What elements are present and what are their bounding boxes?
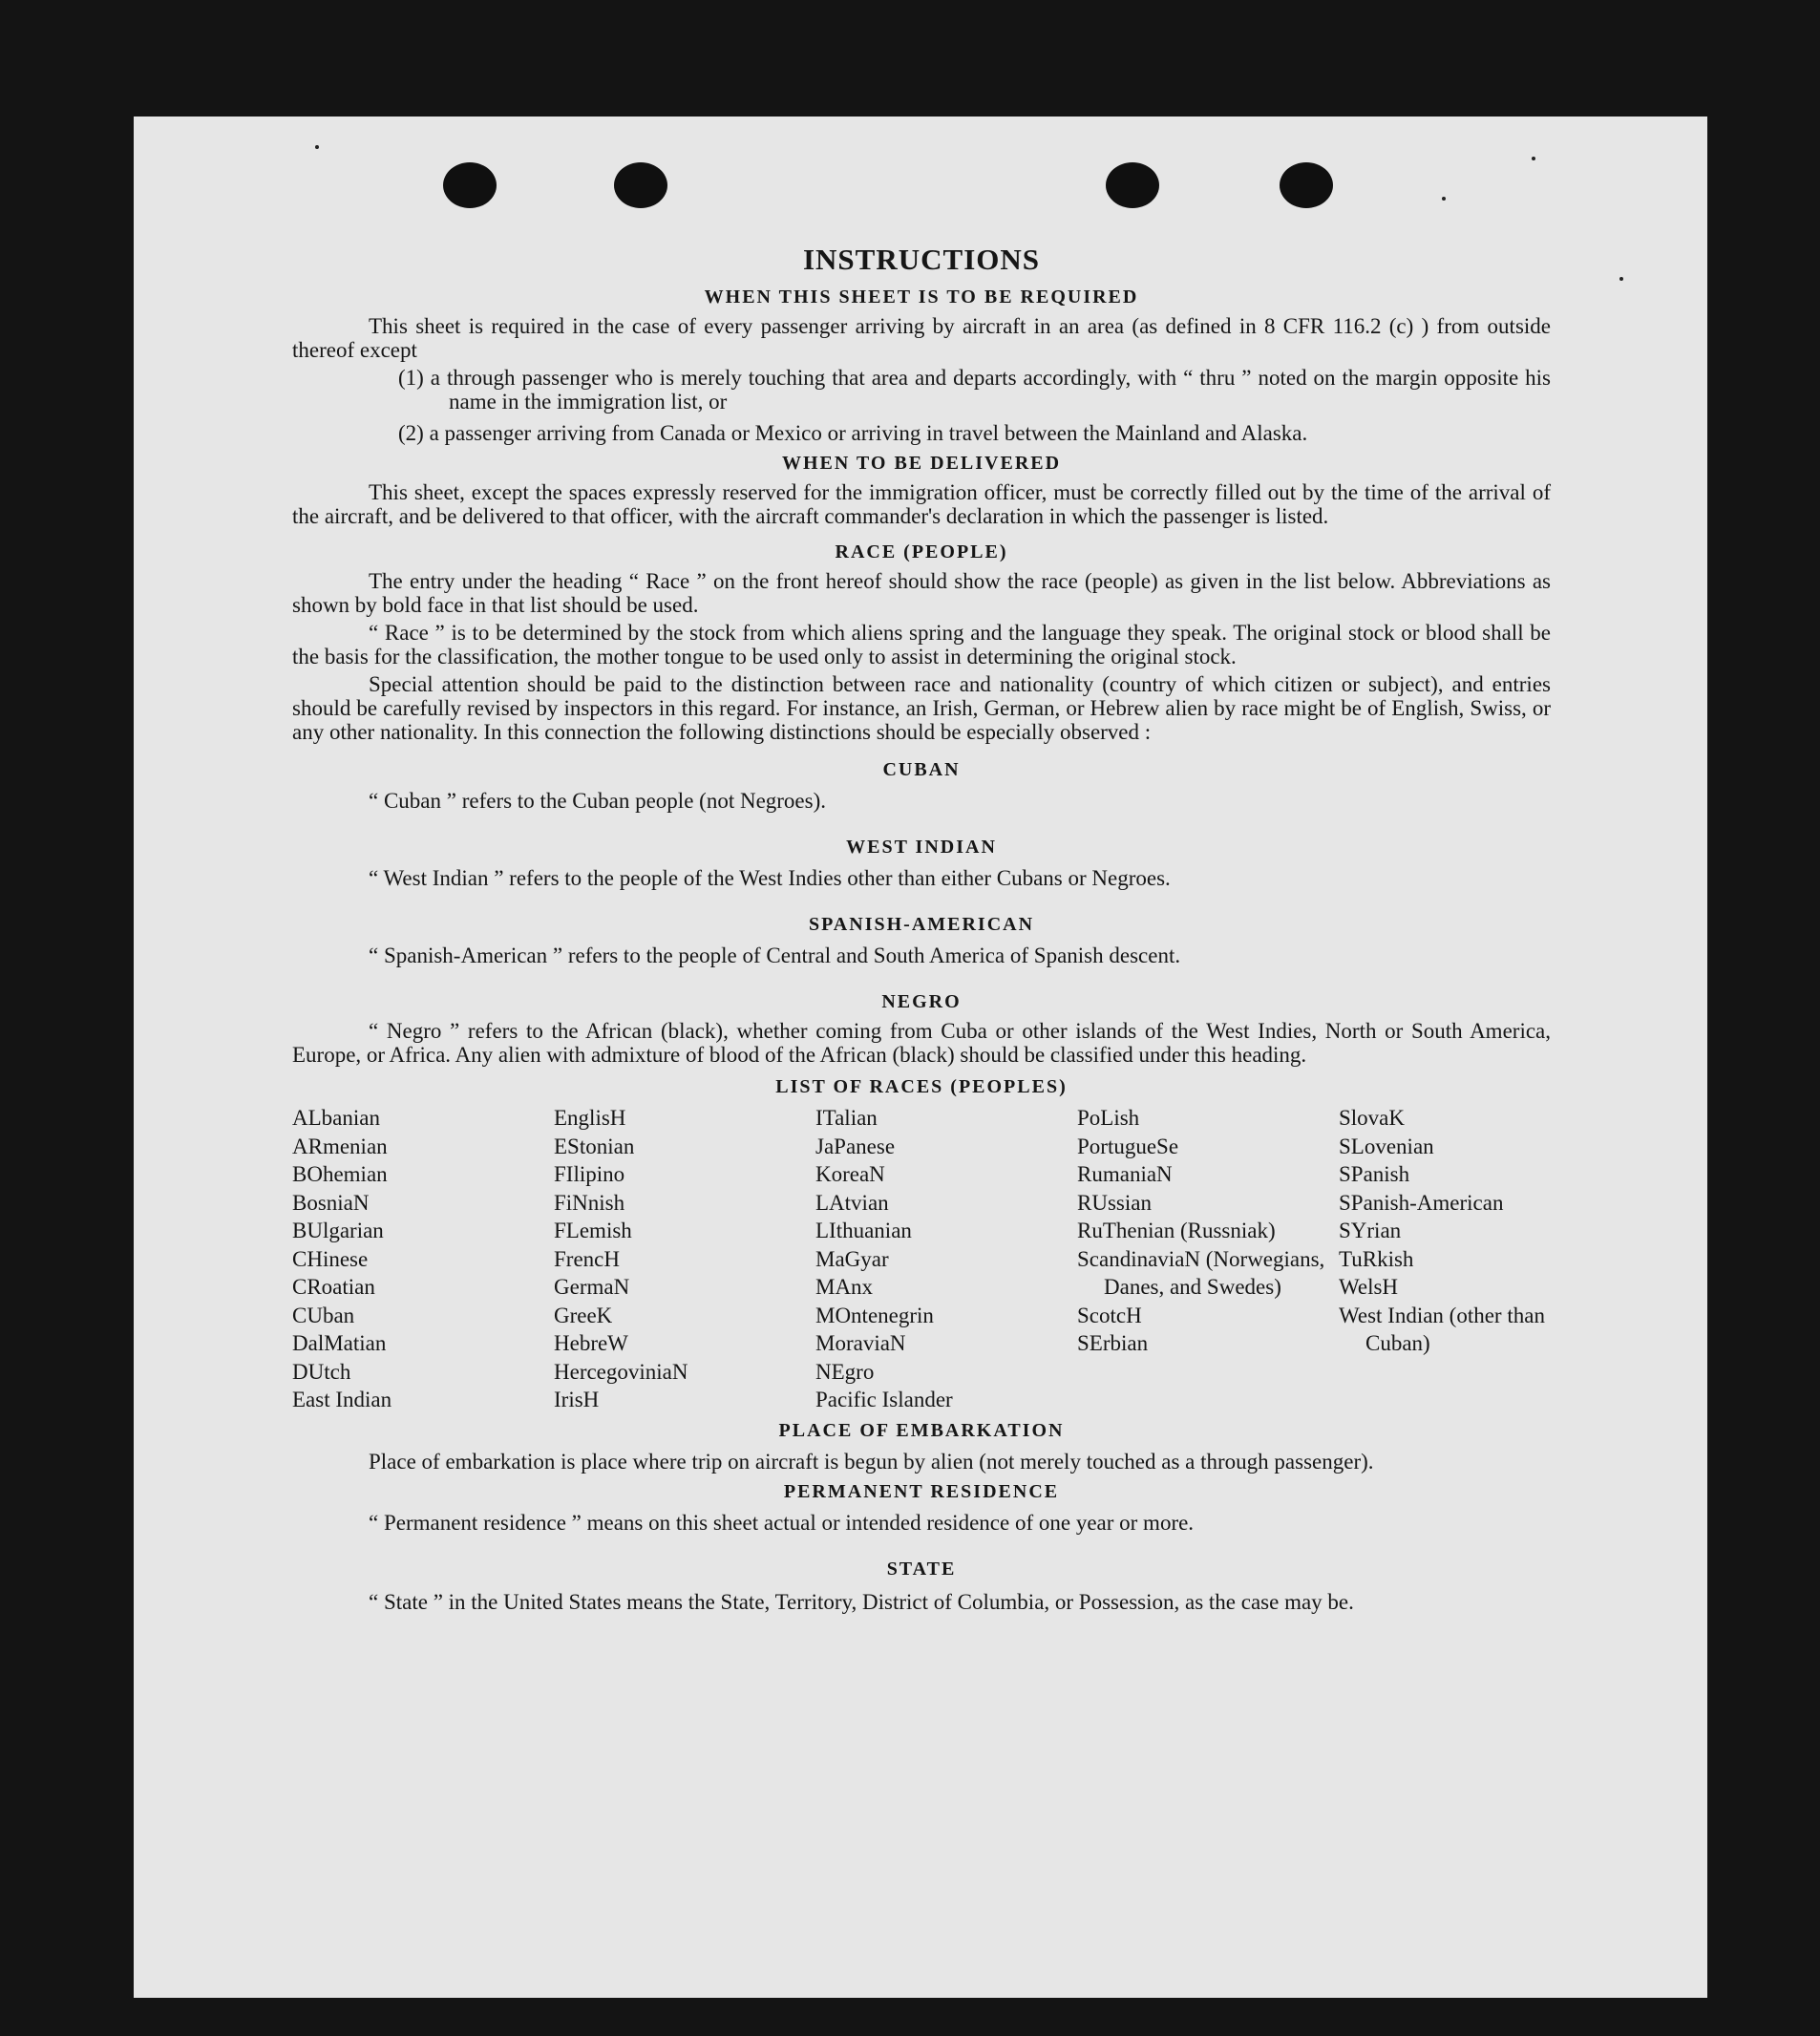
race-entry: SYrian	[1339, 1219, 1402, 1242]
heading-state: STATE	[886, 1558, 957, 1580]
punch-hole	[1106, 162, 1159, 208]
race-entry: BUlgarian	[292, 1219, 384, 1242]
race-entry: HebreW	[554, 1331, 628, 1355]
west-indian-definition: “ West Indian ” refers to the people of the West Indies other than either Cubans or Negroes.	[369, 866, 1171, 890]
race-entry: West Indian (other than Cuban)	[1339, 1303, 1545, 1355]
race-entry: EnglisH	[554, 1106, 626, 1130]
heading-embarkation: PLACE OF EMBARKATION	[778, 1419, 1065, 1441]
race-entry: SErbian	[1077, 1331, 1149, 1355]
race-entry: MOntenegrin	[815, 1303, 934, 1327]
race-entry: TuRkish	[1339, 1246, 1414, 1271]
race-entry: MAnx	[815, 1275, 874, 1299]
race-entry: CRoatian	[292, 1275, 375, 1299]
race-entry: PoLish	[1077, 1106, 1140, 1130]
race-entry: GreeK	[554, 1303, 613, 1327]
state-definition: “ State ” in the United States means the State, Territory, District of Columbia, or Possession, as the case may be.	[369, 1589, 1354, 1614]
race-entry: FLemish	[554, 1219, 632, 1242]
race-paragraph: “ Race ” is to be determined by the stock from which aliens spring and the language they speak. The original stock or blood shall be the basis for the classification, the mother tongue to be used only to assist in determining the original stock.	[292, 621, 1551, 668]
race-entry: ScotcH	[1077, 1303, 1142, 1327]
race-column	[554, 1104, 815, 1414]
delivered-text: This sheet, except the spaces expressly reserved for the immigration officer, must be correctly filled out by the time of the arrival of the aircraft, and be delivered to that officer, with the aircraft commander's declaration in which the passenger is listed.	[292, 480, 1551, 528]
punch-hole	[443, 162, 497, 208]
heading-delivered: WHEN TO BE DELIVERED	[781, 453, 1062, 474]
heading-permanent-residence: PERMANENT RESIDENCE	[783, 1480, 1060, 1502]
race-entry: FIlipino	[554, 1162, 625, 1186]
race-entry: LAtvian	[815, 1190, 889, 1215]
required-item: (1) a through passenger who is merely touching that area and departs accordingly, with “ thru ” noted on the margin opposite his name in the immigration list, or	[398, 366, 1551, 414]
race-entry: RumaniaN	[1077, 1162, 1173, 1186]
race-paragraph: Special attention should be paid to the distinction between race and nationality (country of which citizen or subject), and entries should be carefully revised by inspectors in this regard. For instance, an Irish, German, or Hebrew alien by race might be of English, Swiss, or any other nationality. In this connection the following distinctions should be especially observed :	[292, 672, 1551, 744]
embarkation-definition: Place of embarkation is place where trip on aircraft is begun by alien (not merely touched as a through passenger).	[369, 1449, 1374, 1474]
race-entry: Pacific Islander	[815, 1388, 953, 1411]
race-entry: SLovenian	[1339, 1134, 1434, 1158]
race-column	[292, 1104, 554, 1414]
punch-hole	[1280, 162, 1333, 208]
race-entry: HercegoviniaN	[554, 1359, 688, 1384]
race-entry: LIthuanian	[815, 1219, 912, 1242]
heading-west-indian: WEST INDIAN	[846, 837, 997, 858]
race-entry: ScandinaviaN (Norwegians, Danes, and Swedes)	[1077, 1246, 1325, 1299]
race-entry: PortugueSe	[1077, 1134, 1179, 1158]
race-entry: SPanish	[1339, 1162, 1410, 1186]
cuban-definition: “ Cuban ” refers to the Cuban people (not Negroes).	[369, 789, 827, 813]
race-entry: East Indian	[292, 1388, 392, 1411]
race-entry: DalMatian	[292, 1331, 387, 1355]
required-item: (2) a passenger arriving from Canada or Mexico or arriving in travel between the Mainland and Alaska.	[398, 421, 1308, 445]
race-entry: WelsH	[1339, 1275, 1399, 1299]
race-entry: DUtch	[292, 1359, 351, 1384]
race-entry: BOhemian	[292, 1162, 388, 1186]
race-entry: SlovaK	[1339, 1106, 1405, 1130]
race-column	[1077, 1104, 1339, 1414]
race-entry: IrisH	[554, 1388, 600, 1411]
heading-list-of-races: LIST OF RACES (PEOPLES)	[775, 1076, 1068, 1097]
page-title: INSTRUCTIONS	[802, 243, 1040, 276]
race-entry: FrencH	[554, 1246, 620, 1271]
residence-definition: “ Permanent residence ” means on this sheet actual or intended residence of one year or more.	[369, 1510, 1195, 1535]
heading-race: RACE (PEOPLE)	[835, 541, 1008, 562]
race-paragraph: The entry under the heading “ Race ” on the front hereof should show the race (people) as given in the list below. Abbreviations as shown by bold face in that list should be used.	[292, 569, 1551, 617]
instructions-content	[292, 243, 1551, 1622]
race-entry: CHinese	[292, 1246, 369, 1271]
required-intro: This sheet is required in the case of every passenger arriving by aircraft in an area (as defined in 8 CFR 116.2 (c) ) from outside thereof except	[292, 314, 1551, 362]
negro-definition: “ Negro ” refers to the African (black), whether coming from Cuba or other islands of the West Indies, North or South America, Europe, or Africa. Any alien with admixture of blood of the African (black) should be classified under this heading.	[292, 1019, 1551, 1067]
race-entry: RuThenian (Russniak)	[1077, 1219, 1276, 1242]
race-column	[815, 1104, 1077, 1414]
race-entry: EStonian	[554, 1134, 635, 1158]
race-entry: RUssian	[1077, 1190, 1152, 1215]
race-entry: BosniaN	[292, 1190, 370, 1215]
race-column	[1339, 1104, 1551, 1414]
race-entry: MoraviaN	[815, 1331, 906, 1355]
race-entry: ITalian	[815, 1106, 878, 1130]
race-entry: SPanish-American	[1339, 1190, 1504, 1215]
heading-cuban: CUBAN	[882, 759, 961, 780]
heading-spanish-american: SPANISH-AMERICAN	[808, 914, 1035, 935]
race-list	[292, 1104, 1551, 1414]
race-entry: NEgro	[815, 1359, 875, 1384]
race-entry: ALbanian	[292, 1106, 380, 1130]
punch-hole	[614, 162, 667, 208]
race-entry: MaGyar	[815, 1246, 889, 1271]
race-entry: KoreaN	[815, 1162, 885, 1186]
race-entry: CUban	[292, 1303, 355, 1327]
heading-negro: NEGRO	[881, 991, 962, 1012]
heading-required: WHEN THIS SHEET IS TO BE REQUIRED	[704, 286, 1139, 308]
document-page	[134, 117, 1707, 1998]
race-entry: ARmenian	[292, 1134, 388, 1158]
race-entry: FiNnish	[554, 1190, 625, 1215]
race-entry: GermaN	[554, 1275, 630, 1299]
race-entry: JaPanese	[815, 1134, 896, 1158]
spanish-american-definition: “ Spanish-American ” refers to the people of Central and South America of Spanish descent.	[369, 944, 1181, 967]
